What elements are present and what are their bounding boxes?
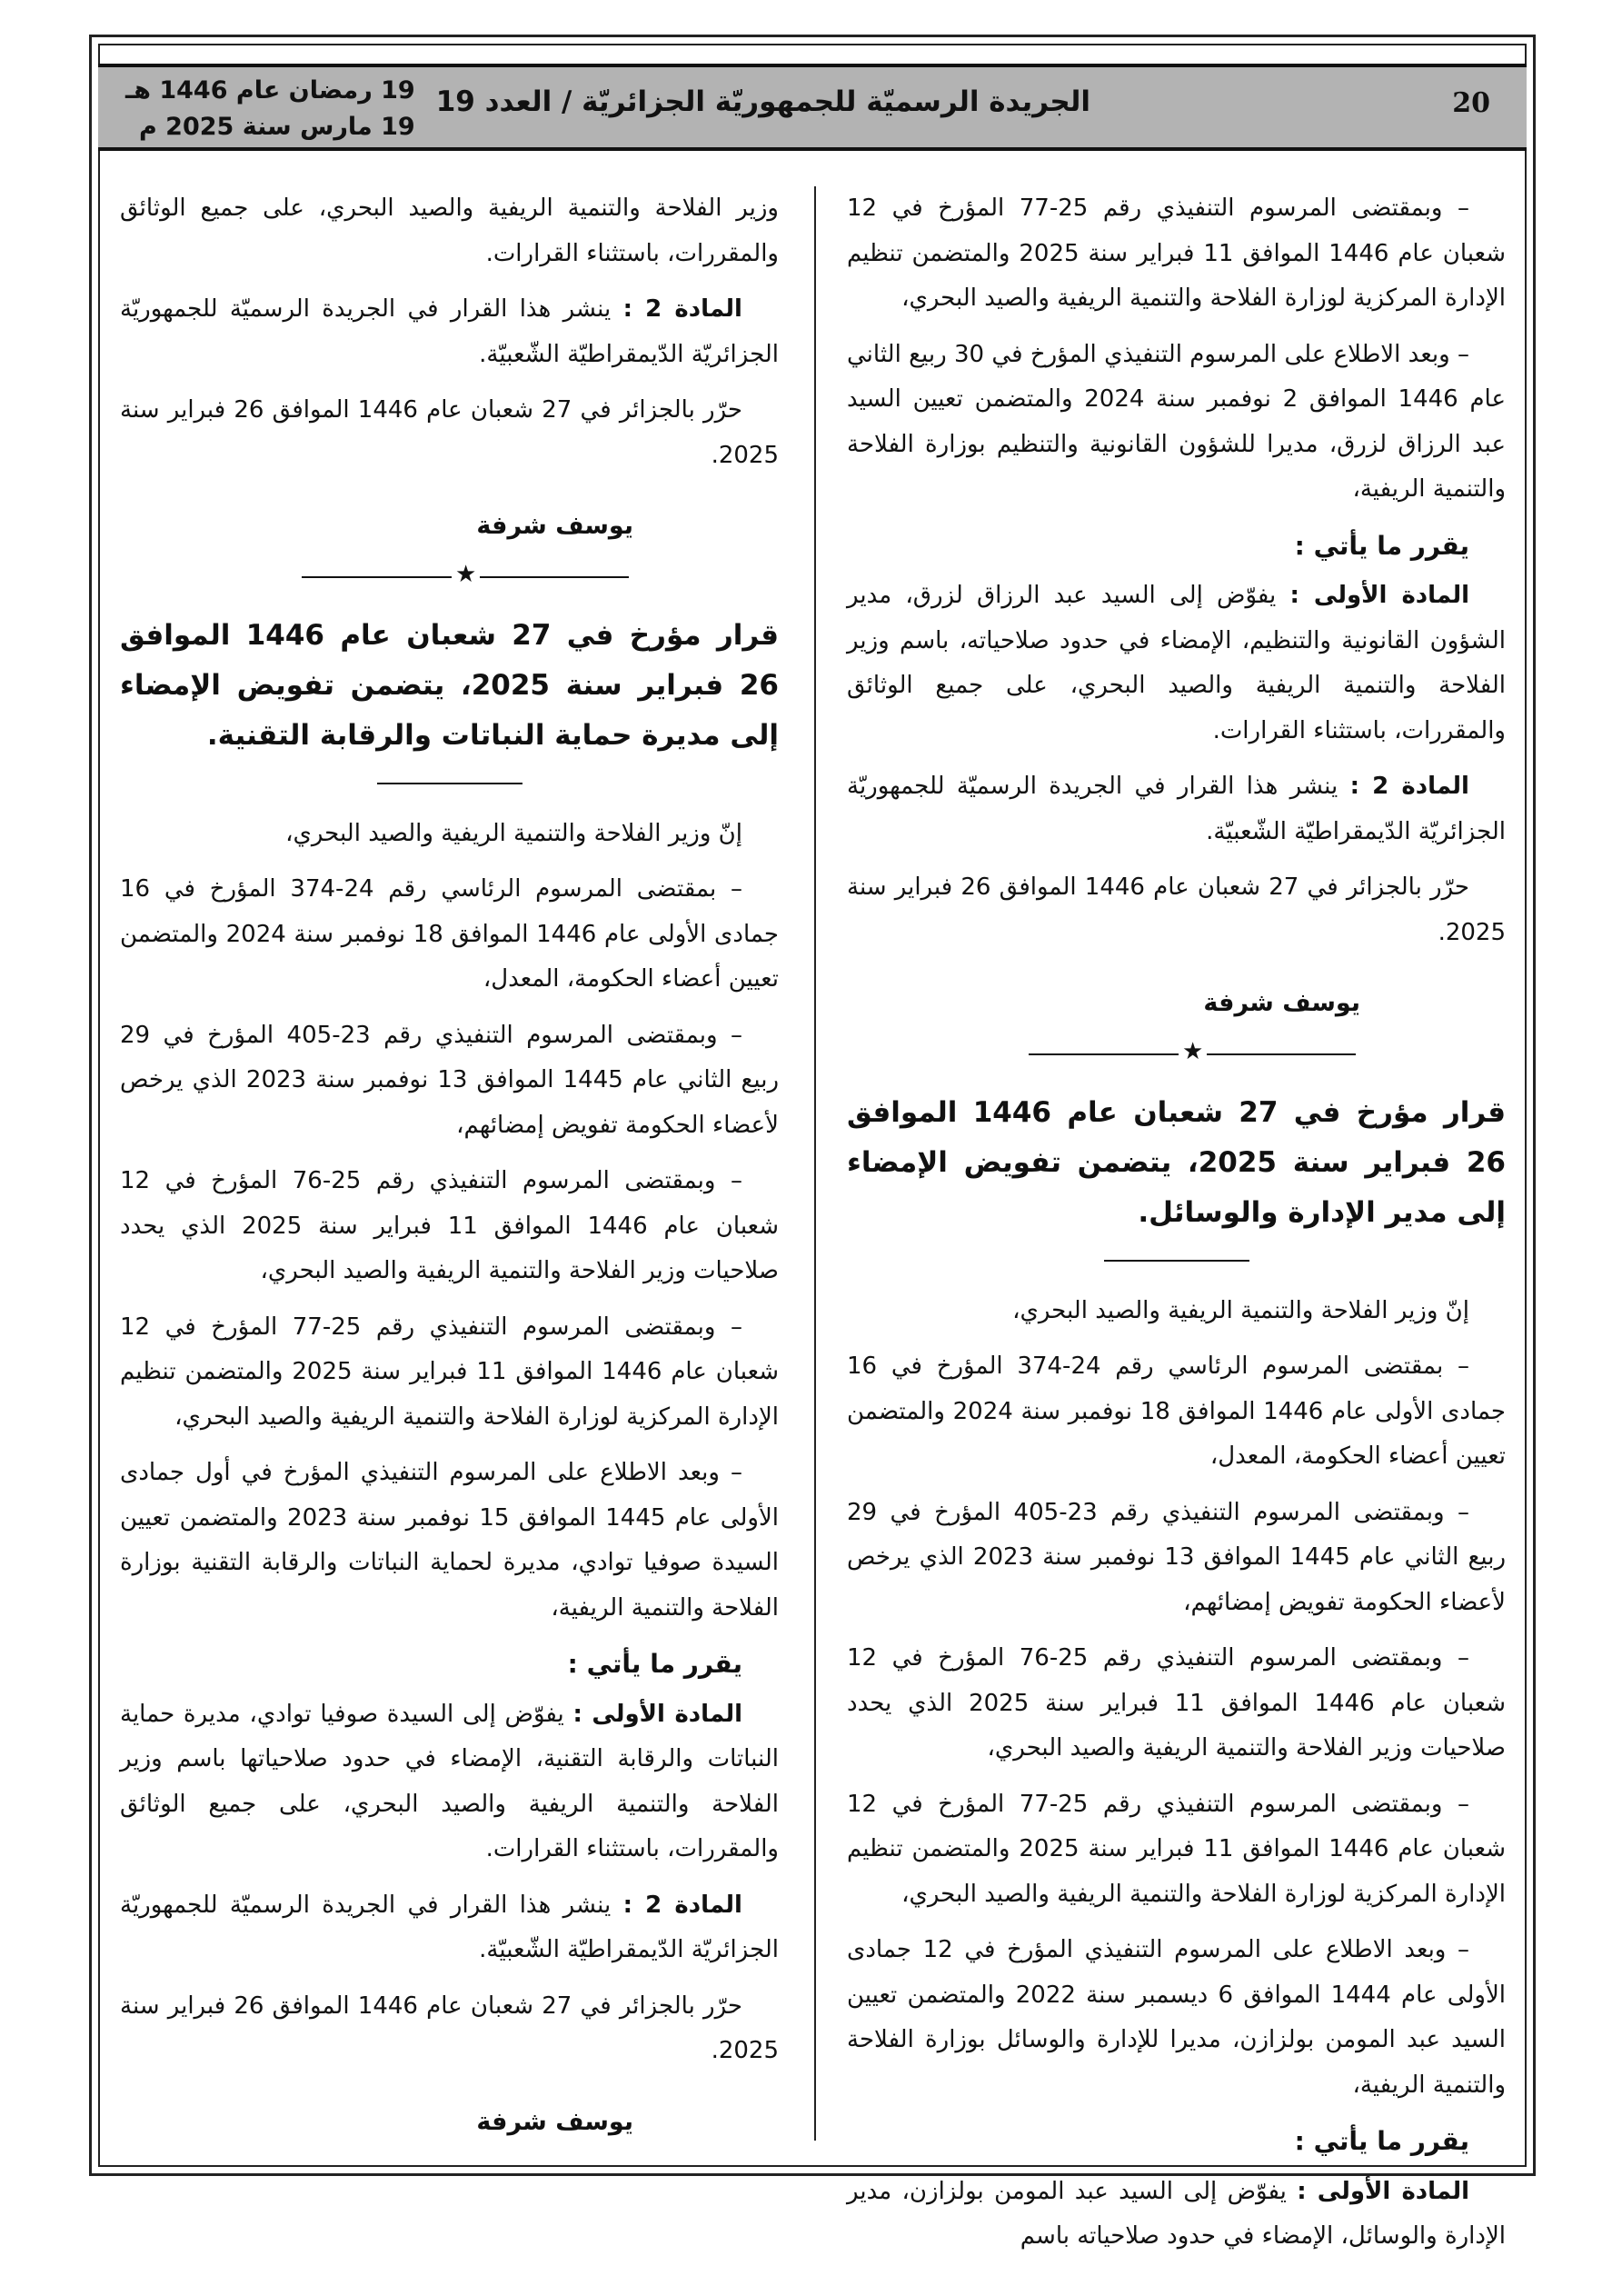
page-number: 20 bbox=[1452, 87, 1490, 119]
page-header bbox=[98, 64, 1527, 151]
paragraph: – وبعد الاطلاع على المرسوم التنفيذي المؤرخ في 12 جمادى الأولى عام 1444 الموافق 6 ديسمبر سنة 2022 والمتضمن تعيين السيد عبد المومن بولزازن، مديرا للإدارة والوسائل بوزارة الفلاحة والتنمية الريفية، bbox=[847, 1936, 1506, 2099]
short-divider bbox=[1104, 1260, 1249, 1262]
column-divider bbox=[814, 186, 816, 2141]
signature: يوسف شرفة bbox=[476, 512, 633, 540]
article-label: المادة الأولى : bbox=[1297, 2177, 1469, 2205]
paragraph: حرّر بالجزائر في 27 شعبان عام 1446 الموافق 26 فبراير سنة 2025. bbox=[847, 873, 1506, 946]
date-gregorian: 19 مارس سنة 2025 م bbox=[138, 113, 415, 141]
paragraph: – وبمقتضى المرسوم التنفيذي رقم 25-76 المؤرخ في 12 شعبان عام 1446 الموافق 11 فبراير سنة 2025 الذي يحدد صلاحيات وزير الفلاحة والتنمية الريفية والصيد البحري، bbox=[847, 1644, 1506, 1762]
article-paragraph bbox=[120, 1883, 779, 1973]
signature: يوسف شرفة bbox=[476, 2107, 633, 2136]
decision-heading: يقرر ما يأتي : bbox=[567, 1649, 742, 1679]
paragraph: – وبمقتضى المرسوم التنفيذي رقم 25-77 المؤرخ في 12 شعبان عام 1446 الموافق 11 فبراير سنة 2025 والمتضمن تنظيم الإدارة المركزية لوزارة الفلاحة والتنمية الريفية والصيد البحري، bbox=[847, 195, 1506, 312]
article-paragraph bbox=[120, 1692, 779, 1872]
paragraph: حرّر بالجزائر في 27 شعبان عام 1446 الموافق 26 فبراير سنة 2025. bbox=[120, 396, 779, 469]
article-text: ينشر هذا القرار في الجريدة الرسميّة للجمهوريّة الجزائريّة الدّيمقراطيّة الشّعبيّة. bbox=[120, 1891, 779, 1963]
paragraph: – وبمقتضى المرسوم التنفيذي رقم 25-77 المؤرخ في 12 شعبان عام 1446 الموافق 11 فبراير سنة 2025 والمتضمن تنظيم الإدارة المركزية لوزارة الفلاحة والتنمية الريفية والصيد البحري، bbox=[120, 1313, 779, 1431]
article-label: المادة 2 : bbox=[622, 295, 742, 323]
article-label: المادة 2 : bbox=[622, 1891, 742, 1919]
paragraph: – بمقتضى المرسوم الرئاسي رقم 24-374 المؤرخ في 16 جمادى الأولى عام 1446 الموافق 18 نوفمبر سنة 2024 والمتضمن تعيين أعضاء الحكومة، المعدل، bbox=[120, 875, 779, 993]
paragraph-continued: وزير الفلاحة والتنمية الريفية والصيد البحري، على جميع الوثائق والمقررات، باستثناء القرارات. bbox=[120, 195, 779, 267]
star-icon: ★ bbox=[452, 561, 480, 588]
star-divider bbox=[120, 558, 779, 594]
article-paragraph bbox=[847, 764, 1506, 854]
decision-heading: يقرر ما يأتي : bbox=[1294, 530, 1469, 561]
date-hijri: 19 رمضان عام 1446 هـ bbox=[125, 76, 415, 105]
paragraph: – وبمقتضى المرسوم التنفيذي رقم 25-76 المؤرخ في 12 شعبان عام 1446 الموافق 11 فبراير سنة 2025 الذي يحدد صلاحيات وزير الفلاحة والتنمية الريفية والصيد البحري، bbox=[120, 1167, 779, 1284]
star-icon: ★ bbox=[1179, 1038, 1207, 1065]
paragraph: إنّ وزير الفلاحة والتنمية الريفية والصيد البحري، bbox=[285, 819, 742, 847]
paragraph: – وبمقتضى المرسوم التنفيذي رقم 25-77 المؤرخ في 12 شعبان عام 1446 الموافق 11 فبراير سنة 2025 والمتضمن تنظيم الإدارة المركزية لوزارة الفلاحة والتنمية الريفية والصيد البحري، bbox=[847, 1790, 1506, 1908]
paragraph: – وبمقتضى المرسوم التنفيذي رقم 23-405 المؤرخ في 29 ربيع الثاني عام 1445 الموافق 13 نوفمبر سنة 2023 الذي يرخص لأعضاء الحكومة تفويض إمضائهم، bbox=[847, 1498, 1507, 1616]
article-text: يفوّض إلى السيد عبد المومن بولزازن، مدير الإدارة والوسائل، الإمضاء في حدود صلاحياته باسم bbox=[847, 2177, 1506, 2250]
paragraph: – وبمقتضى المرسوم التنفيذي رقم 23-405 المؤرخ في 29 ربيع الثاني عام 1445 الموافق 13 نوفمبر سنة 2023 الذي يرخص لأعضاء الحكومة تفويض إمضائهم، bbox=[120, 1021, 780, 1139]
short-divider bbox=[377, 783, 522, 784]
journal-title: الجريدة الرسميّة للجمهوريّة الجزائريّة / العدد 19 bbox=[435, 85, 1090, 118]
article-label: المادة الأولى : bbox=[572, 1700, 743, 1728]
article-label: المادة 2 : bbox=[1349, 773, 1469, 800]
article-text: ينشر هذا القرار في الجريدة الرسميّة للجمهوريّة الجزائريّة الدّيمقراطيّة الشّعبيّة. bbox=[120, 295, 779, 368]
article-label: المادة الأولى : bbox=[1289, 582, 1470, 609]
paragraph: – بمقتضى المرسوم الرئاسي رقم 24-374 المؤرخ في 16 جمادى الأولى عام 1446 الموافق 18 نوفمبر سنة 2024 والمتضمن تعيين أعضاء الحكومة، المعدل، bbox=[847, 1353, 1506, 1470]
issue-date bbox=[125, 73, 415, 145]
article-paragraph bbox=[120, 287, 779, 377]
article-text: يفوّض إلى السيد عبد الرزاق لزرق، مدير الشؤون القانونية والتنظيم، الإمضاء في حدود صلاحياته، باسم وزير الفلاحة والتنمية الريفية والصيد البحري، على جميع الوثائق والمقررات، باستثناء القرارات. bbox=[847, 582, 1506, 744]
article-paragraph bbox=[847, 574, 1506, 754]
right-column bbox=[847, 186, 1506, 2271]
decision-heading: يقرر ما يأتي : bbox=[1294, 2126, 1469, 2156]
article-text: يفوّض إلى السيدة صوفيا توادي، مديرة حماية النباتات والرقابة التقنية، الإمضاء في حدود صلاحياتها باسم وزير الفلاحة والتنمية الريفية والصيد البحري، على جميع الوثائق والمقررات، باستثناء القرارات. bbox=[120, 1700, 779, 1862]
signature: يوسف شرفة bbox=[1203, 989, 1360, 1017]
paragraph: – وبعد الاطلاع على المرسوم التنفيذي المؤرخ في أول جمادى الأولى عام 1445 الموافق 15 نوفمبر سنة 2023 والمتضمن تعيين السيدة صوفيا توادي، مديرة لحماية النباتات والرقابة التقنية بوزارة الفلاحة والتنمية الريفية، bbox=[120, 1459, 779, 1622]
decree-title: قرار مؤرخ في 27 شعبان عام 1446 الموافق 26 فبراير سنة 2025، يتضمن تفويض الإمضاء إلى مديرة حماية النباتات والرقابة التقنية. bbox=[120, 618, 779, 752]
left-column bbox=[120, 186, 779, 2153]
star-divider bbox=[847, 1035, 1506, 1072]
article-text: ينشر هذا القرار في الجريدة الرسميّة للجمهوريّة الجزائريّة الدّيمقراطيّة الشّعبيّة. bbox=[847, 773, 1506, 845]
paragraph: إنّ وزير الفلاحة والتنمية الريفية والصيد البحري، bbox=[1012, 1296, 1469, 1324]
paragraph: حرّر بالجزائر في 27 شعبان عام 1446 الموافق 26 فبراير سنة 2025. bbox=[120, 1992, 779, 2064]
decree-title: قرار مؤرخ في 27 شعبان عام 1446 الموافق 26 فبراير سنة 2025، يتضمن تفويض الإمضاء إلى مدير الإدارة والوسائل. bbox=[847, 1095, 1506, 1229]
paragraph: – وبعد الاطلاع على المرسوم التنفيذي المؤرخ في 30 ربيع الثاني عام 1446 الموافق 2 نوفمبر سنة 2024 والمتضمن تعيين السيد عبد الرزاق لزرق، مديرا للشؤون القانونية والتنظيم بوزارة الفلاحة والتنمية الريفية، bbox=[847, 340, 1506, 503]
article-paragraph bbox=[847, 2170, 1506, 2260]
